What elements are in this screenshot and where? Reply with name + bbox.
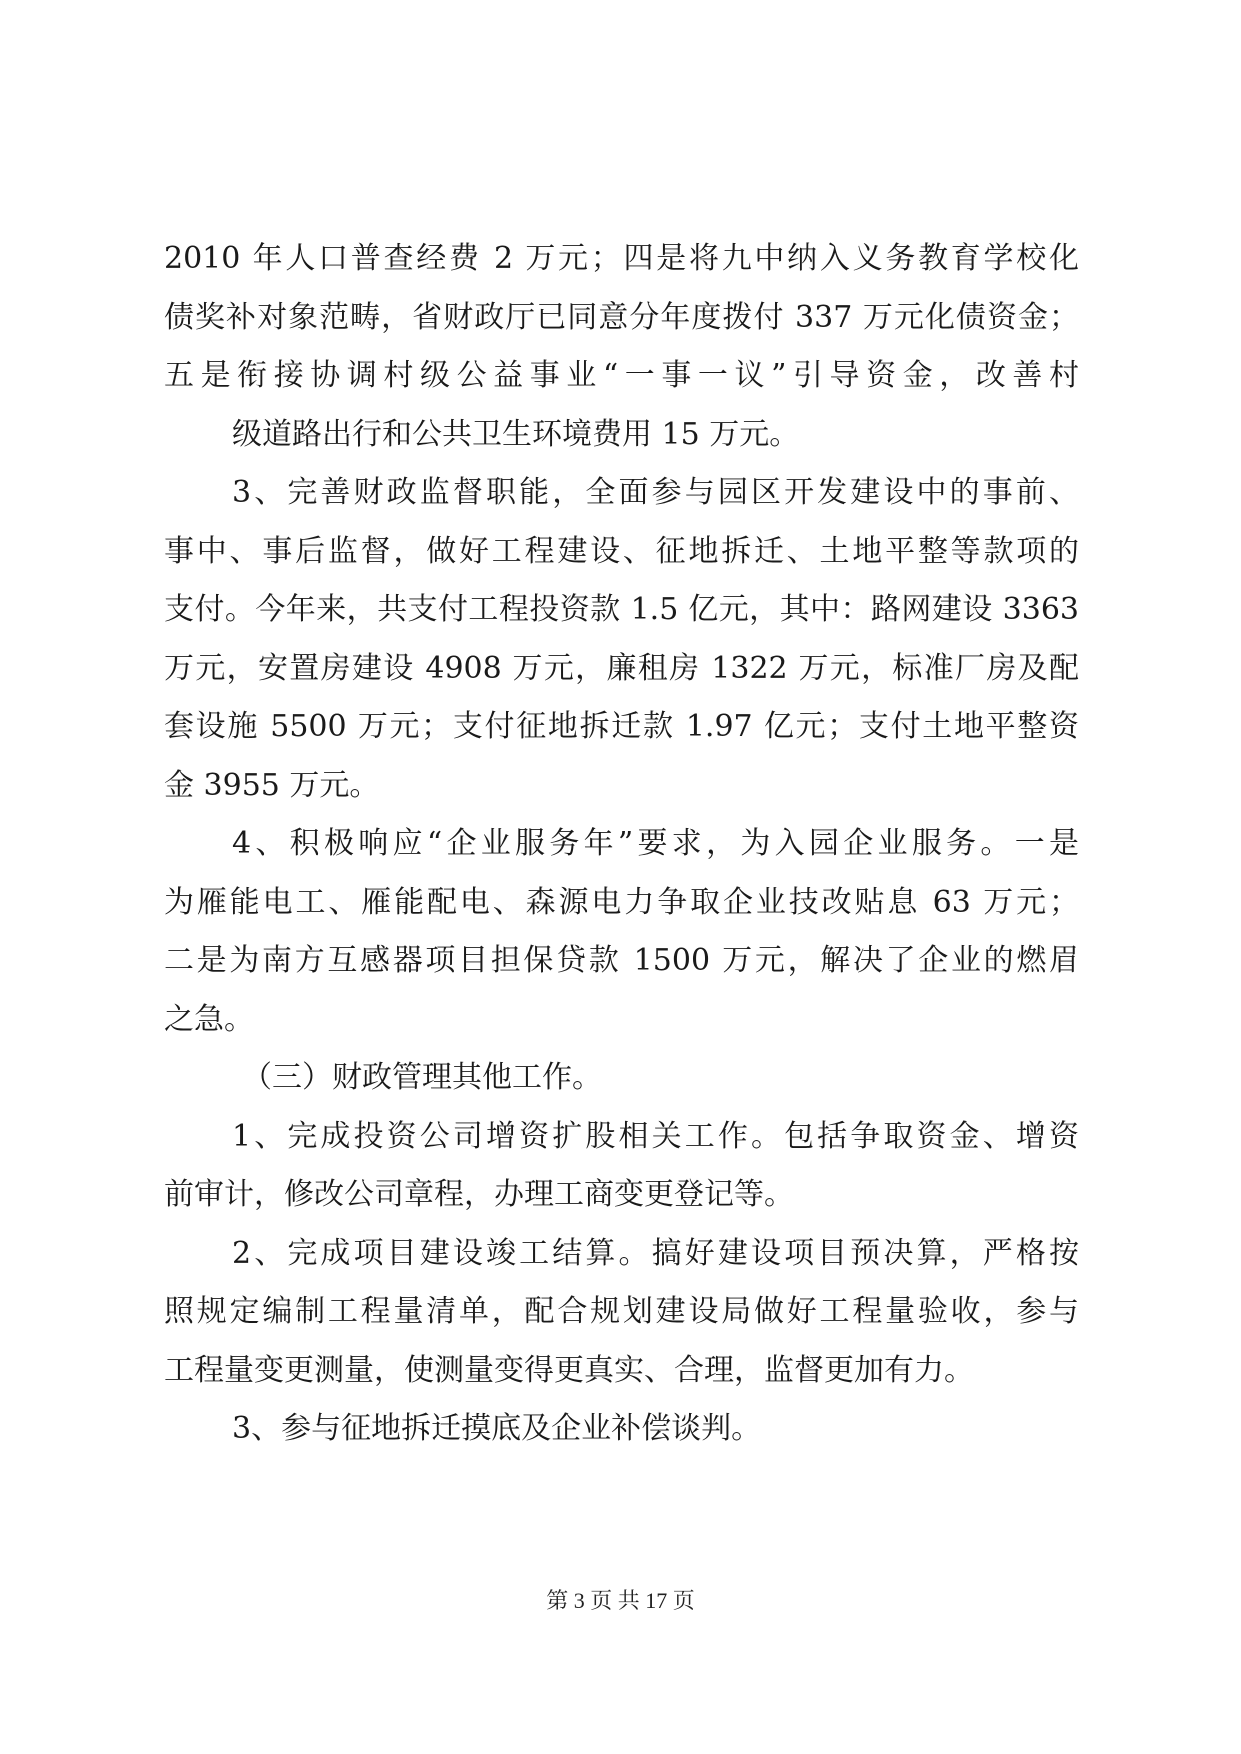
section-heading: （三）财政管理其他工作。 bbox=[242, 1060, 602, 1095]
text-line: 金 3955 万元。 bbox=[164, 767, 380, 803]
text-line: 套设施 5500 万元；支付征地拆迁款 1.97 亿元；支付土地平整资 bbox=[164, 709, 1079, 744]
text-line: 万元，安置房建设 4908 万元，廉租房 1322 万元，标准厂房及配 bbox=[164, 650, 1079, 686]
document-body bbox=[164, 230, 1079, 1459]
paragraph-start: 2、完成项目建设竣工结算。搞好建设项目预决算，严格按 bbox=[232, 1235, 1079, 1271]
paragraph-start: 4、积极响应“企业服务年”要求，为入园企业服务。一是 bbox=[232, 826, 1079, 861]
paragraph-start: 3、完善财政监督职能，全面参与园区开发建设中的事前、 bbox=[232, 475, 1079, 510]
text-line: 债奖补对象范畴，省财政厅已同意分年度拨付 337 万元化债资金； bbox=[164, 299, 1079, 335]
text-line: 2010 年人口普查经费 2 万元；四是将九中纳入义务教育学校化 bbox=[164, 241, 1079, 276]
paragraph-start: 1、完成投资公司增资扩股相关工作。包括争取资金、增资 bbox=[232, 1118, 1079, 1154]
paragraph-start: 3、参与征地拆迁摸底及企业补偿谈判。 bbox=[232, 1411, 762, 1446]
text-line: 照规定编制工程量清单，配合规划建设局做好工程量验收，参与 bbox=[164, 1294, 1079, 1329]
text-line: 前审计，修改公司章程，办理工商变更登记等。 bbox=[164, 1177, 794, 1212]
text-line: 级道路出行和公共卫生环境费用 15 万元。 bbox=[232, 416, 800, 452]
text-line: 工程量变更测量，使测量变得更真实、合理，监督更加有力。 bbox=[164, 1352, 974, 1388]
text-line: 之急。 bbox=[164, 1001, 254, 1037]
text-line: 为雁能电工、雁能配电、森源电力争取企业技改贴息 63 万元； bbox=[164, 884, 1079, 920]
text-line: 事中、事后监督，做好工程建设、征地拆迁、土地平整等款项的 bbox=[164, 533, 1079, 569]
text-line: 二是为南方互感器项目担保贷款 1500 万元，解决了企业的燃眉 bbox=[164, 943, 1079, 978]
text-line: 五是衔接协调村级公益事业“一事一议”引导资金，改善村 bbox=[164, 358, 1079, 393]
page-number-footer: 第 3 页 共 17 页 bbox=[546, 1588, 695, 1613]
text-line: 支付。今年来，共支付工程投资款 1.5 亿元，其中：路网建设 3363 bbox=[164, 592, 1079, 627]
